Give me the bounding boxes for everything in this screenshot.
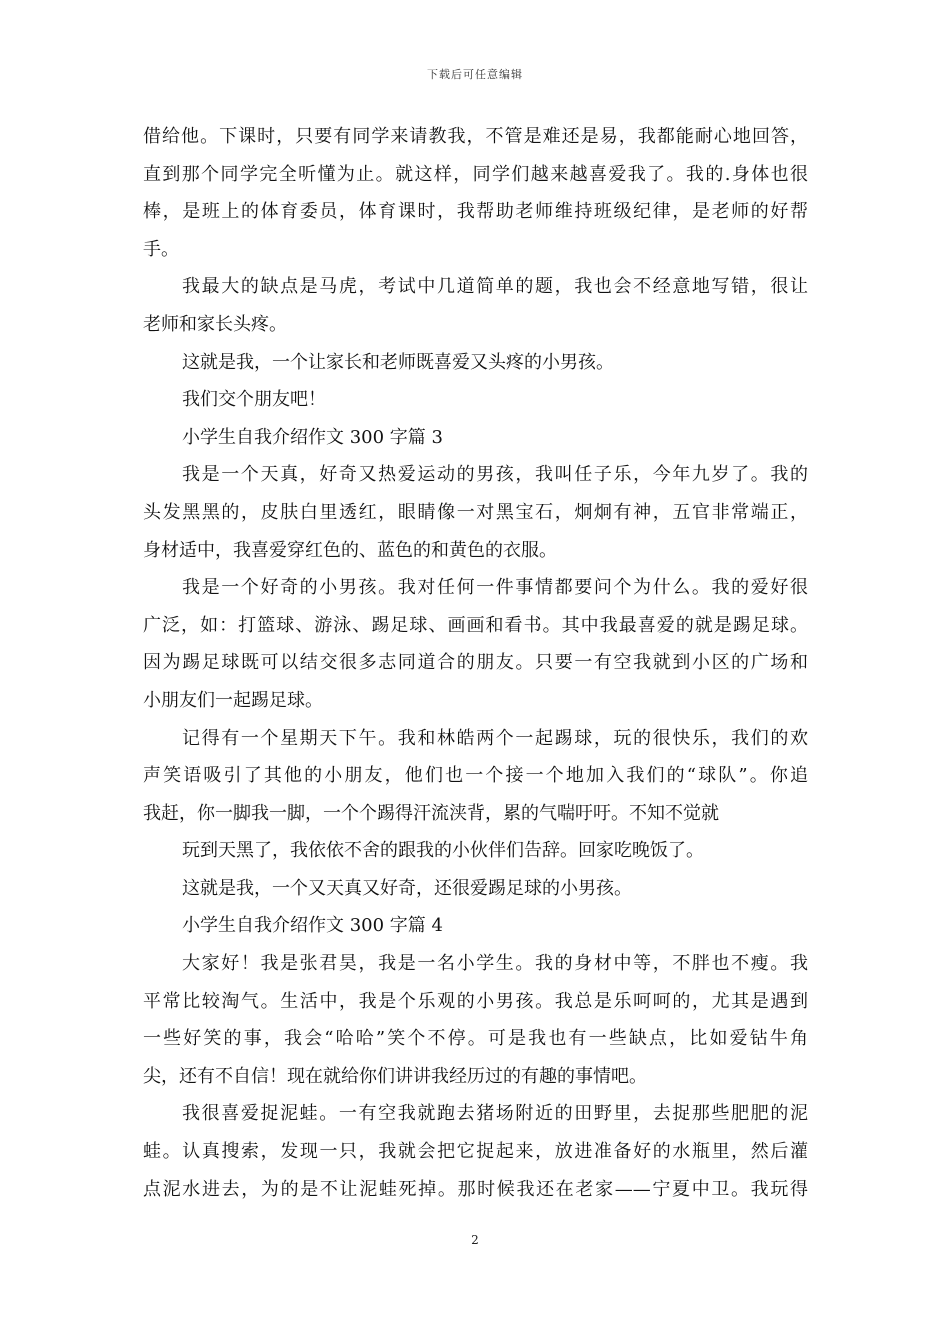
text-line: 一些好笑的事，我会“哈哈”笑个不停。可是我也有一些缺点，比如爱钻牛角 xyxy=(143,1028,808,1050)
text-line: 小学生自我介绍作文 300 字篇 4 xyxy=(182,915,443,937)
text-line: 棒，是班上的体育委员，体育课时，我帮助老师维持班级纪律，是老师的好帮 xyxy=(143,201,808,223)
text-line: 我很喜爱捉泥蛙。一有空我就跑去猪场附近的田野里，去捉那些肥肥的泥 xyxy=(182,1103,808,1125)
text-line: 记得有一个星期天下午。我和林皓两个一起踢球，玩的很快乐，我们的欢 xyxy=(182,727,808,749)
text-line: 手。 xyxy=(143,238,179,260)
document-body xyxy=(143,118,808,1208)
text-line: 直到那个同学完全听懂为止。就这样，同学们越来越喜爱我了。我的.身体也很 xyxy=(143,163,808,185)
text-line: 这就是我，一个让家长和老师既喜爱又头疼的小男孩。 xyxy=(182,351,614,373)
text-line: 小朋友们一起踢足球。 xyxy=(143,689,323,711)
text-line: 头发黑黑的，皮肤白里透红，眼睛像一对黑宝石，炯炯有神，五官非常端正， xyxy=(143,501,808,523)
text-line: 我赶，你一脚我一脚，一个个踢得汗流浃背，累的气喘吁吁。不知不觉就 xyxy=(143,802,719,824)
text-line: 借给他。下课时，只要有同学来请教我，不管是难还是易，我都能耐心地回答， xyxy=(143,126,808,147)
text-line: 广泛，如：打篮球、游泳、踢足球、画画和看书。其中我最喜爱的就是踢足球。 xyxy=(143,614,808,636)
text-line: 大家好！我是张君昊，我是一名小学生。我的身材中等，不胖也不瘦。我 xyxy=(182,953,808,975)
page-header: 下载后可任意编辑 xyxy=(427,68,523,81)
text-line: 蛙。认真搜索，发现一只，我就会把它捉起来，放进准备好的水瓶里，然后灌 xyxy=(143,1141,808,1163)
text-line: 这就是我，一个又天真又好奇，还很爱踢足球的小男孩。 xyxy=(182,877,632,899)
text-line: 尖，还有不自信！现在就给你们讲讲我经历过的有趣的事情吧。 xyxy=(143,1065,647,1087)
text-line: 老师和家长头疼。 xyxy=(143,313,287,335)
page-number: 2 xyxy=(471,1233,479,1247)
text-line: 小学生自我介绍作文 300 字篇 3 xyxy=(182,426,443,448)
text-line: 我最大的缺点是马虎，考试中几道简单的题，我也会不经意地写错，很让 xyxy=(182,276,808,298)
text-line: 平常比较淘气。生活中，我是个乐观的小男孩。我总是乐呵呵的，尤其是遇到 xyxy=(143,990,808,1012)
text-line: 我是一个好奇的小男孩。我对任何一件事情都要问个为什么。我的爱好很 xyxy=(182,577,808,599)
text-line: 身材适中，我喜爱穿红色的、蓝色的和黄色的衣服。 xyxy=(143,539,557,561)
text-line: 我们交个朋友吧！ xyxy=(182,389,326,411)
text-line: 我是一个天真，好奇又热爱运动的男孩，我叫任子乐，今年九岁了。我的 xyxy=(182,464,808,486)
text-line: 玩到天黑了，我依依不舍的跟我的小伙伴们告辞。回家吃晚饭了。 xyxy=(182,840,704,862)
text-line: 声笑语吸引了其他的小朋友，他们也一个接一个地加入我们的“球队”。你追 xyxy=(143,765,808,787)
text-line: 因为踢足球既可以结交很多志同道合的朋友。只要一有空我就到小区的广场和 xyxy=(143,652,808,674)
text-line: 点泥水进去，为的是不让泥蛙死掉。那时候我还在老家——宁夏中卫。我玩得 xyxy=(143,1178,808,1200)
